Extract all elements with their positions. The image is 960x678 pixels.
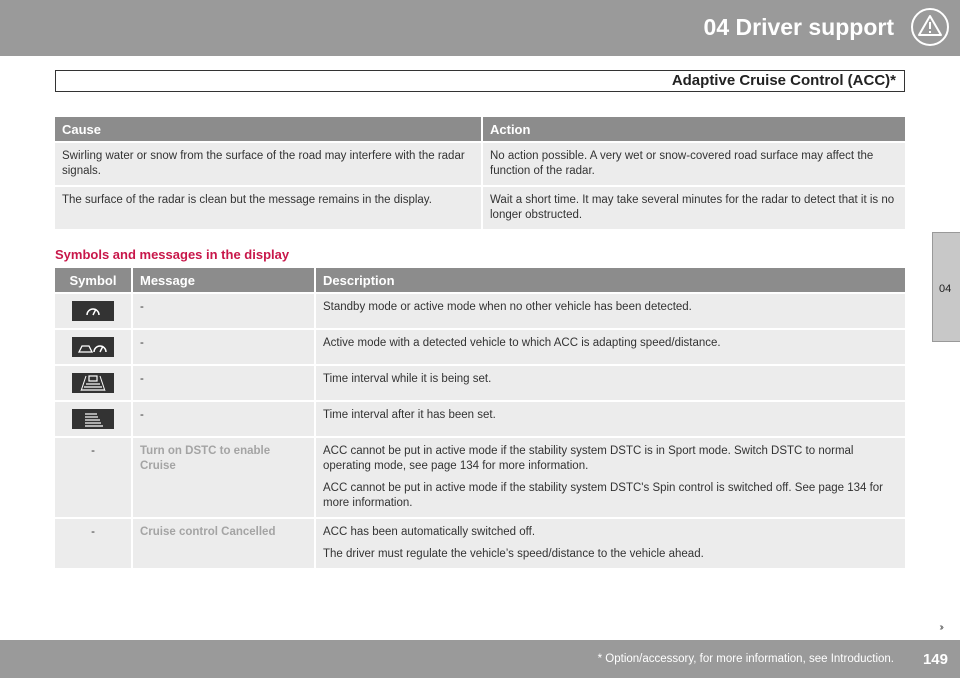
action-cell: Wait a short time. It may take several minutes for the radar to detect that it is no longer obstructed. bbox=[482, 186, 905, 229]
action-cell: No action possible. A very wet or snow-covered road surface may affect the function of the radar. bbox=[482, 142, 905, 186]
table-row bbox=[55, 293, 905, 329]
table-row bbox=[55, 142, 905, 186]
description-paragraph: ACC has been automatically switched off. bbox=[323, 526, 536, 538]
column-header-action: Action bbox=[482, 117, 905, 142]
description-paragraph: The driver must regulate the vehicle’s speed/distance to the vehicle ahead. bbox=[323, 548, 704, 560]
description-cell: Time interval after it has been set. bbox=[315, 401, 905, 437]
description-cell bbox=[315, 437, 905, 518]
symbol-cell: - bbox=[55, 437, 132, 518]
speedometer-icon bbox=[72, 301, 114, 321]
table-header-row bbox=[55, 117, 905, 142]
symbols-section-heading: Symbols and messages in the display bbox=[55, 247, 290, 262]
chapter-tab-label: 04 bbox=[939, 283, 952, 295]
description-paragraph: ACC cannot be put in active mode if the stability system DSTC's Spin control is switched off. See page 134 for more information. bbox=[323, 482, 884, 509]
message-cell: - bbox=[132, 365, 315, 401]
page-header bbox=[0, 0, 960, 56]
table-row bbox=[55, 365, 905, 401]
symbol-cell bbox=[55, 329, 132, 365]
description-paragraph: ACC cannot be put in active mode if the stability system DSTC is in Sport mode. Switch DSTC to normal operating mode, see page 134 for more information. bbox=[323, 445, 854, 472]
table-header-row bbox=[55, 268, 905, 293]
table-row bbox=[55, 401, 905, 437]
symbols-messages-table bbox=[55, 268, 905, 568]
section-title: Adaptive Cruise Control (ACC)* bbox=[671, 72, 896, 89]
car-ahead-speedometer-icon bbox=[72, 337, 114, 357]
description-cell: Active mode with a detected vehicle to which ACC is adapting speed/distance. bbox=[315, 329, 905, 365]
cause-action-table bbox=[55, 117, 905, 229]
symbol-cell bbox=[55, 293, 132, 329]
column-header-description: Description bbox=[315, 268, 905, 293]
cause-cell: Swirling water or snow from the surface of the road may interfere with the radar signals. bbox=[55, 142, 482, 186]
description-cell bbox=[315, 518, 905, 568]
footnote: * Option/accessory, for more information, see Introduction. bbox=[597, 653, 894, 665]
section-title-bar bbox=[55, 70, 905, 92]
chapter-tab[interactable] bbox=[932, 232, 960, 342]
column-header-symbol: Symbol bbox=[55, 268, 132, 293]
column-header-cause: Cause bbox=[55, 117, 482, 142]
description-cell: Time interval while it is being set. bbox=[315, 365, 905, 401]
cause-cell: The surface of the radar is clean but the message remains in the display. bbox=[55, 186, 482, 229]
message-cell: - bbox=[132, 329, 315, 365]
next-page-arrows[interactable]: ›› bbox=[939, 622, 942, 633]
table-row bbox=[55, 329, 905, 365]
time-interval-set-icon bbox=[72, 409, 114, 429]
message-cell: Cruise control Cancelled bbox=[132, 518, 315, 568]
page-number: 149 bbox=[922, 651, 948, 668]
chapter-title: 04 Driver support bbox=[703, 14, 894, 40]
column-header-message: Message bbox=[132, 268, 315, 293]
symbol-cell bbox=[55, 401, 132, 437]
table-row bbox=[55, 186, 905, 229]
description-cell: Standby mode or active mode when no other vehicle has been detected. bbox=[315, 293, 905, 329]
time-interval-setting-icon bbox=[72, 373, 114, 393]
symbol-cell: - bbox=[55, 518, 132, 568]
message-cell: - bbox=[132, 293, 315, 329]
page-footer bbox=[0, 640, 960, 678]
warning-triangle-icon bbox=[910, 7, 950, 47]
message-cell: Turn on DSTC to enable Cruise bbox=[132, 437, 315, 518]
message-cell: - bbox=[132, 401, 315, 437]
symbol-cell bbox=[55, 365, 132, 401]
table-row bbox=[55, 437, 905, 518]
table-row bbox=[55, 518, 905, 568]
